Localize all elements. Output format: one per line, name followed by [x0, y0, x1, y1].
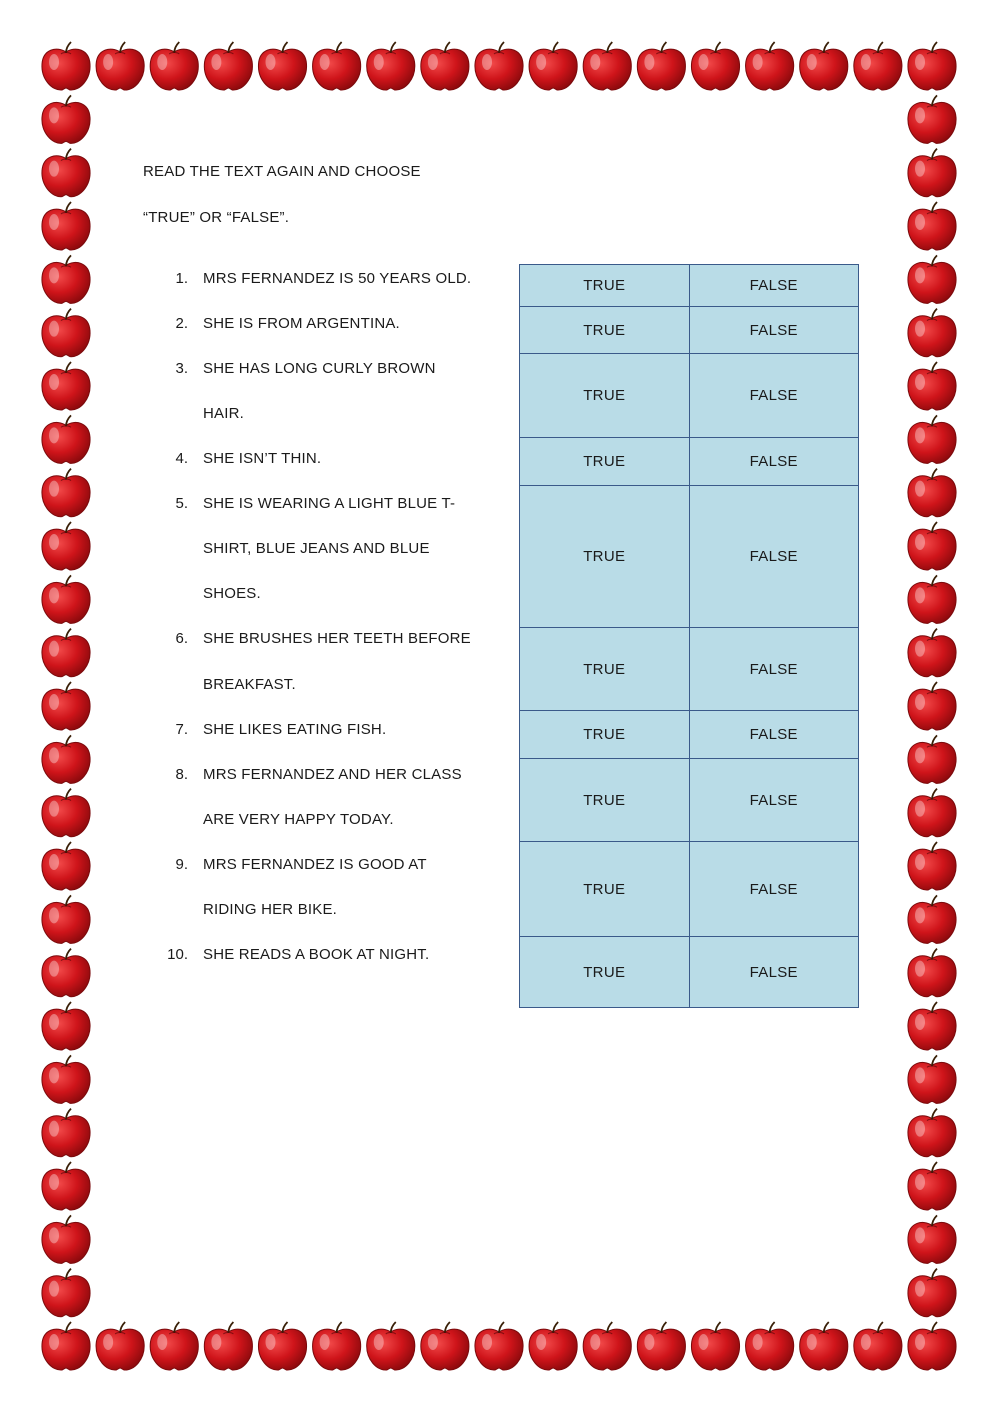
false-option[interactable]: FALSE — [689, 628, 859, 711]
answer-row — [520, 937, 859, 1008]
question-text: SHE LIKES EATING FISH. — [203, 721, 387, 738]
apple-icon — [908, 42, 956, 90]
apple-icon — [908, 629, 956, 677]
apple-icon — [854, 1322, 902, 1370]
apple-icon — [42, 1055, 90, 1103]
apple-icon — [42, 1322, 90, 1370]
apple-icon — [529, 1322, 577, 1370]
true-option[interactable]: TRUE — [520, 438, 690, 486]
apple-icon — [42, 309, 90, 357]
apple-icon — [908, 842, 956, 890]
apple-icon — [908, 1269, 956, 1317]
apple-icon — [908, 1055, 956, 1103]
apple-icon — [908, 949, 956, 997]
false-option[interactable]: FALSE — [689, 265, 859, 307]
apple-icon — [475, 1322, 523, 1370]
true-option[interactable]: TRUE — [520, 628, 690, 711]
question-text: ARE VERY HAPPY TODAY. — [203, 811, 394, 828]
apple-icon — [367, 1322, 415, 1370]
apple-icon — [908, 415, 956, 463]
apple-icon — [96, 1322, 144, 1370]
apple-icon — [908, 1162, 956, 1210]
answer-row — [520, 438, 859, 486]
false-option[interactable]: FALSE — [689, 759, 859, 842]
apple-icon — [42, 415, 90, 463]
true-option[interactable]: TRUE — [520, 711, 690, 759]
answer-row — [520, 628, 859, 711]
apple-icon — [42, 629, 90, 677]
question-text: SHE IS FROM ARGENTINA. — [203, 315, 400, 332]
apple-icon — [908, 1002, 956, 1050]
apple-icon — [42, 1109, 90, 1157]
question-text: MRS FERNANDEZ AND HER CLASS — [203, 766, 462, 783]
apple-icon — [908, 1322, 956, 1370]
false-option[interactable]: FALSE — [689, 711, 859, 759]
question-text: HAIR. — [203, 405, 245, 422]
question-text: SHE ISN’T THIN. — [203, 450, 322, 467]
apple-icon — [637, 1322, 685, 1370]
question-number: 9. — [175, 856, 188, 873]
question-text: SHE HAS LONG CURLY BROWN — [203, 360, 436, 377]
apple-icon — [908, 149, 956, 197]
true-option[interactable]: TRUE — [520, 354, 690, 438]
apple-icon — [421, 42, 469, 90]
apple-icon — [908, 255, 956, 303]
apple-icon — [204, 42, 252, 90]
false-option[interactable]: FALSE — [689, 307, 859, 354]
question-text: SHIRT, BLUE JEANS AND BLUE — [203, 540, 430, 557]
apple-icon — [908, 735, 956, 783]
apple-icon — [367, 42, 415, 90]
question-text: RIDING HER BIKE. — [203, 901, 338, 918]
question-text: MRS FERNANDEZ IS GOOD AT — [203, 856, 427, 873]
answer-row — [520, 354, 859, 438]
apple-icon — [908, 469, 956, 517]
apple-icon — [150, 42, 198, 90]
question-number: 1. — [175, 270, 188, 287]
apple-icon — [475, 42, 523, 90]
apple-icon — [691, 42, 739, 90]
answer-row — [520, 759, 859, 842]
apple-icon — [908, 362, 956, 410]
answer-row — [520, 307, 859, 354]
question-text: BREAKFAST. — [203, 676, 296, 693]
true-option[interactable]: TRUE — [520, 265, 690, 307]
apple-icon — [42, 1162, 90, 1210]
apple-icon — [42, 42, 90, 90]
question-number: 6. — [175, 630, 188, 647]
apple-icon — [800, 42, 848, 90]
question-text: SHE IS WEARING A LIGHT BLUE T- — [203, 495, 456, 512]
answer-row — [520, 842, 859, 937]
true-option[interactable]: TRUE — [520, 937, 690, 1008]
apple-icon — [42, 682, 90, 730]
apple-icon — [313, 1322, 361, 1370]
apple-icon — [42, 95, 90, 143]
question-text: SHE BRUSHES HER TEETH BEFORE — [203, 630, 471, 647]
question-number: 3. — [175, 360, 188, 377]
apple-icon — [908, 202, 956, 250]
apple-icon — [908, 95, 956, 143]
apple-icon — [746, 42, 794, 90]
apple-icon — [583, 1322, 631, 1370]
apple-icon — [908, 309, 956, 357]
apple-icon — [258, 42, 306, 90]
false-option[interactable]: FALSE — [689, 354, 859, 438]
question-text: MRS FERNANDEZ IS 50 YEARS OLD. — [203, 270, 472, 287]
false-option[interactable]: FALSE — [689, 937, 859, 1008]
apple-icon — [42, 895, 90, 943]
apple-icon — [42, 949, 90, 997]
false-option[interactable]: FALSE — [689, 486, 859, 628]
question-text: SHE READS A BOOK AT NIGHT. — [203, 946, 430, 963]
apple-icon — [42, 842, 90, 890]
apple-icon — [908, 522, 956, 570]
apple-icon — [583, 42, 631, 90]
apple-icon — [42, 469, 90, 517]
apple-icon — [908, 575, 956, 623]
false-option[interactable]: FALSE — [689, 842, 859, 937]
answer-row — [520, 486, 859, 628]
apple-icon — [908, 895, 956, 943]
apple-icon — [800, 1322, 848, 1370]
answer-table — [519, 264, 859, 1008]
true-option[interactable]: TRUE — [520, 759, 690, 842]
apple-icon — [42, 789, 90, 837]
apple-icon — [42, 362, 90, 410]
apple-icon — [42, 149, 90, 197]
question-number: 5. — [175, 495, 188, 512]
apple-icon — [42, 1002, 90, 1050]
apple-icon — [313, 42, 361, 90]
apple-icon — [908, 682, 956, 730]
apple-icon — [691, 1322, 739, 1370]
apple-icon — [908, 789, 956, 837]
instruction-line-1: READ THE TEXT AGAIN AND CHOOSE — [143, 163, 421, 180]
question-number: 2. — [175, 315, 188, 332]
apple-icon — [96, 42, 144, 90]
apple-icon — [421, 1322, 469, 1370]
apple-icon — [204, 1322, 252, 1370]
apple-icon — [42, 575, 90, 623]
apple-icon — [42, 202, 90, 250]
apple-icon — [529, 42, 577, 90]
apple-icon — [42, 735, 90, 783]
apple-icon — [150, 1322, 198, 1370]
instruction-line-2: “TRUE” OR “FALSE”. — [143, 209, 290, 226]
false-option[interactable]: FALSE — [689, 438, 859, 486]
true-option[interactable]: TRUE — [520, 842, 690, 937]
question-number: 8. — [175, 766, 188, 783]
apple-icon — [908, 1109, 956, 1157]
question-number: 10. — [167, 946, 188, 963]
answer-row — [520, 711, 859, 759]
apple-icon — [746, 1322, 794, 1370]
true-option[interactable]: TRUE — [520, 307, 690, 354]
apple-icon — [908, 1215, 956, 1263]
apple-icon — [42, 522, 90, 570]
apple-icon — [854, 42, 902, 90]
apple-icon — [42, 1269, 90, 1317]
question-text: SHOES. — [203, 585, 261, 602]
apple-icon — [637, 42, 685, 90]
true-option[interactable]: TRUE — [520, 486, 690, 628]
apple-icon — [42, 1215, 90, 1263]
question-number: 7. — [175, 721, 188, 738]
answer-row — [520, 265, 859, 307]
apple-icon — [258, 1322, 306, 1370]
apple-icon — [42, 255, 90, 303]
question-number: 4. — [175, 450, 188, 467]
